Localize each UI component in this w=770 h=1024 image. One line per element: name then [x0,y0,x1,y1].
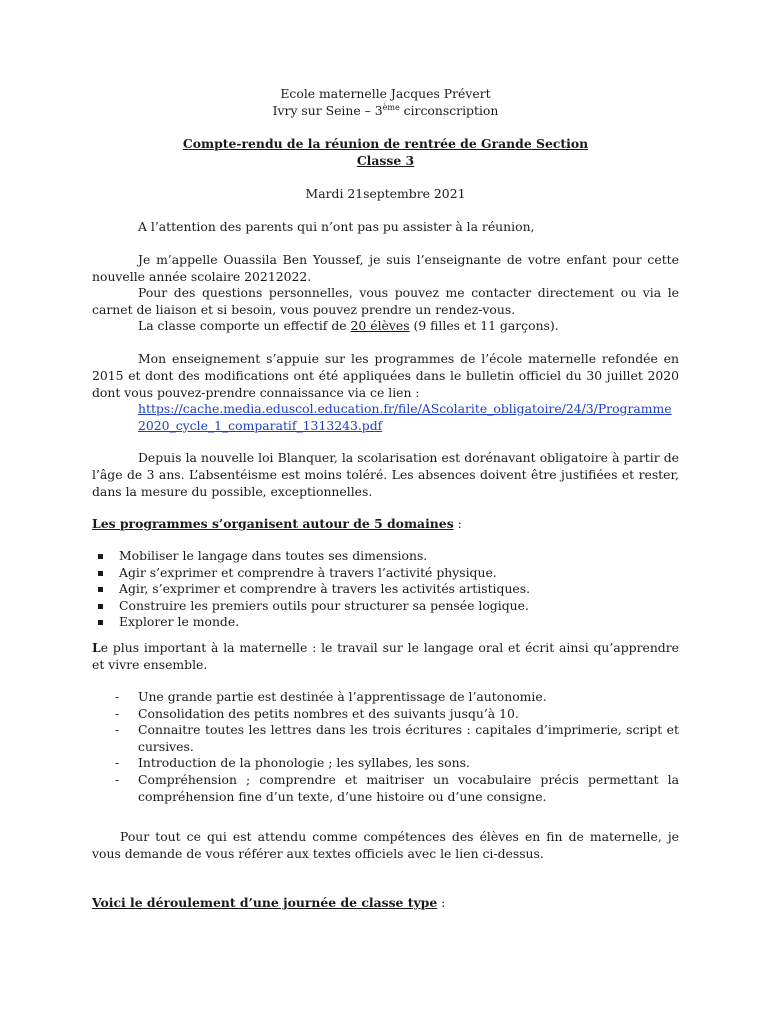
class-size-paragraph [92,318,679,335]
list-item: - Introduction de la phonologie ; les syllabes, les sons. [92,755,679,772]
domains-heading [92,516,679,533]
domains-list [92,548,679,631]
important-text: e plus important à la maternelle : le travail sur le langage oral et écrit ainsi qu’apprendre et vivre ensemble. [92,640,679,672]
important-first-letter: L [92,640,101,655]
class-size-count: 20 élèves [350,318,410,333]
list-item: - Une grande partie est destinée à l’apprentissage de l’autonomie. [92,689,679,706]
domains-heading-text: Les programmes s’organisent autour de 5 domaines [92,516,454,531]
domains-heading-colon: : [453,516,462,531]
closing-paragraph: Pour tout ce qui est attendu comme compétences des élèves en fin de maternelle, je vous demande de vous référer aux textes officiels avec le lien ci-dessus. [92,829,679,861]
programme-link[interactable]: https://cache.media.eduscol.education.fr/file/AScolarite_obligatoire/24/3/Programme2020_cycle_1_comparatif_1313243.pdf [138,401,672,433]
list-item: Agir s’exprimer et comprendre à travers l’activité physique. [92,565,679,582]
list-item: - Connaitre toutes les lettres dans les trois écritures : capitales d’imprimerie, script et cursives. [92,722,679,755]
class-size-after: (9 filles et 11 garçons). [409,318,559,333]
day-heading-colon: : [437,895,446,910]
list-item: - Compréhension ; comprendre et maitriser un vocabulaire précis permettant la compréhension fine d’un texte, d’une histoire ou d’une consigne. [92,772,679,805]
day-heading [92,895,679,912]
report-title: Compte-rendu de la réunion de rentrée de Grande Section [182,136,589,151]
programme-link-block [92,401,679,435]
programme-paragraph: Mon enseignement s’appuie sur les programmes de l’école maternelle refondée en 2015 et dont des modifications ont été appliquées dans le bulletin officiel du 30 juillet 2020 dont vous pouvez-prendre connaissance via ce lien : [92,351,679,400]
greeting: A l’attention des parents qui n’ont pas pu assister à la réunion, [138,219,535,234]
list-item: Agir, s’exprimer et comprendre à travers les activités artistiques. [92,581,679,598]
tasks-list [92,689,679,805]
meeting-date: Mardi 21septembre 2021 [305,186,466,201]
contact-paragraph: Pour des questions personnelles, vous pouvez me contacter directement ou via le carnet de liaison et si besoin, vous pouvez prendre un rendez-vous. [92,285,679,317]
list-item: - Consolidation des petits nombres et des suivants jusqu’à 10. [92,706,679,723]
location-suffix: circonscription [399,103,499,118]
important-paragraph [92,640,679,674]
day-heading-text: Voici le déroulement d’une journée de classe type [92,895,438,910]
school-location [92,103,679,118]
intro-paragraph: Je m’appelle Ouassila Ben Youssef, je suis l’enseignante de votre enfant pour cette nouvelle année scolaire 20212022. [92,252,679,284]
list-item: Construire les premiers outils pour structurer sa pensée logique. [92,598,679,615]
list-item: Explorer le monde. [92,614,679,631]
report-subtitle: Classe 3 [356,153,415,168]
class-size-before: La classe comporte un effectif de [138,318,351,333]
blanquer-paragraph: Depuis la nouvelle loi Blanquer, la scolarisation est dorénavant obligatoire à partir de l’âge de 3 ans. L’absentéisme est moins toléré. Les absences doivent être justifiées et rester, dans la mesure du possible, exceptionnelles. [92,450,679,499]
list-item: Mobiliser le langage dans toutes ses dimensions. [92,548,679,565]
location-superscript: ème [382,103,400,112]
school-name: Ecole maternelle Jacques Prévert [280,86,491,101]
location-prefix: Ivry sur Seine – 3 [272,103,383,118]
